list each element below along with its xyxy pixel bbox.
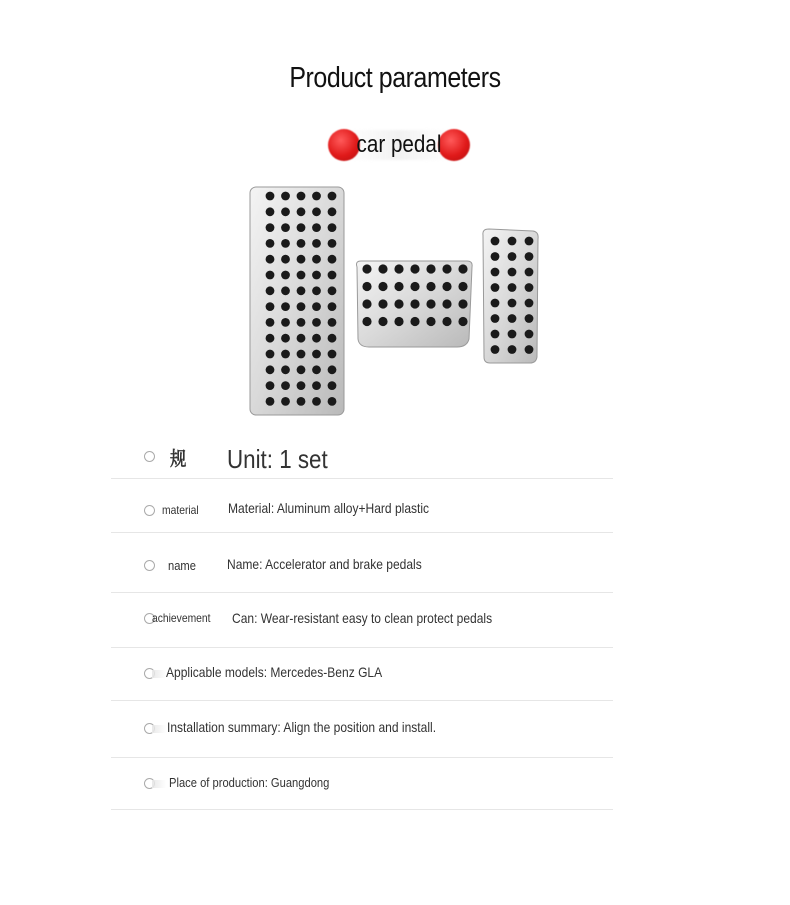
pedal-stud [328, 223, 337, 232]
pedal-stud [266, 207, 275, 216]
pedal-stud [362, 317, 371, 326]
pedal-stud [281, 350, 290, 359]
pedal-stud [328, 271, 337, 280]
param-key: 规 [170, 449, 187, 470]
pedal-stud [378, 264, 387, 273]
param-key: material [162, 503, 199, 517]
pedal-stud [297, 302, 306, 311]
pedal-stud [491, 283, 500, 292]
param-row-name [111, 533, 613, 593]
badge-label: car pedal [356, 131, 442, 158]
pedal-stud [281, 334, 290, 343]
pedal-stud [328, 255, 337, 264]
pedal-stud [266, 192, 275, 201]
pedal-stud [312, 318, 321, 327]
pedal-stud [312, 302, 321, 311]
bullet-icon [144, 560, 155, 571]
pedal-stud [266, 350, 275, 359]
pedal-stud [508, 330, 517, 339]
pedal-stud [426, 317, 435, 326]
pedal-stud [525, 237, 534, 246]
pedal-stud [525, 299, 534, 308]
pedal-stud [297, 318, 306, 327]
parameter-table [111, 432, 613, 810]
pedal-stud [458, 264, 467, 273]
pedal-stud [297, 223, 306, 232]
bullet-icon [144, 668, 155, 679]
pedal-stud [491, 252, 500, 261]
pedal-stud [266, 286, 275, 295]
pedal-stud [508, 299, 517, 308]
param-key: achievement [152, 611, 211, 625]
pedal-stud [491, 345, 500, 354]
pedal-stud [328, 192, 337, 201]
param-row-material [111, 479, 613, 533]
pedal-stud [312, 255, 321, 264]
param-value: Unit: 1 set [227, 444, 328, 474]
pedal-stud [442, 299, 451, 308]
pedal-stud [297, 397, 306, 406]
param-value: Name: Accelerator and brake pedals [227, 556, 422, 572]
pedal-stud [410, 264, 419, 273]
pedal-stud [281, 239, 290, 248]
pedal-stud [525, 252, 534, 261]
pedal-stud [297, 365, 306, 374]
pedal-stud [508, 252, 517, 261]
pedal-stud [281, 381, 290, 390]
product-image [245, 183, 545, 423]
pedal-stud [508, 268, 517, 277]
bullet-icon [144, 723, 155, 734]
pedal-stud [394, 299, 403, 308]
param-row-models [111, 648, 613, 701]
pedal-stud [362, 299, 371, 308]
pedal-stud [312, 397, 321, 406]
category-badge [328, 128, 470, 162]
pedal-stud [312, 286, 321, 295]
pedal-stud [508, 345, 517, 354]
brake-pedal [357, 261, 473, 347]
pedal-stud [266, 397, 275, 406]
pedal-stud [297, 286, 306, 295]
pedal-stud [297, 255, 306, 264]
pedal-stud [491, 314, 500, 323]
pedal-stud [410, 299, 419, 308]
pedal-stud [281, 207, 290, 216]
pedal-stud [491, 330, 500, 339]
pedal-stud [297, 207, 306, 216]
pedal-stud [458, 317, 467, 326]
pedal-stud [328, 239, 337, 248]
page-title: Product parameters [289, 62, 501, 94]
pedal-stud [525, 283, 534, 292]
pedal-stud [525, 314, 534, 323]
param-row-achievement [111, 593, 613, 648]
pedal-stud [266, 255, 275, 264]
pedal-stud [266, 271, 275, 280]
pedal-stud [297, 350, 306, 359]
pedal-stud [328, 318, 337, 327]
pedal-stud [281, 318, 290, 327]
pedal-stud [508, 283, 517, 292]
pedal-stud [297, 381, 306, 390]
param-value: Installation summary: Align the position and install. [167, 719, 437, 735]
pedal-stud [394, 317, 403, 326]
param-key: name [168, 558, 196, 573]
pedal-stud [508, 237, 517, 246]
pedal-stud [442, 282, 451, 291]
pedal-stud [266, 334, 275, 343]
param-row-unit [111, 432, 613, 479]
pedal-stud [297, 334, 306, 343]
pedal-stud [328, 350, 337, 359]
pedal-stud [281, 365, 290, 374]
param-value: Applicable models: Mercedes-Benz GLA [166, 664, 383, 680]
pedal-stud [328, 334, 337, 343]
pedal-stud [266, 302, 275, 311]
pedal-stud [362, 264, 371, 273]
pedal-stud [426, 264, 435, 273]
pedal-stud [328, 397, 337, 406]
pedal-stud [312, 223, 321, 232]
pedal-stud [266, 239, 275, 248]
pedal-stud [281, 302, 290, 311]
accelerator-pedal [250, 187, 344, 415]
pedal-stud [491, 268, 500, 277]
footrest-pedal [483, 229, 538, 363]
pedal-stud [297, 239, 306, 248]
pedal-stud [378, 317, 387, 326]
pedal-stud [362, 282, 371, 291]
pedal-stud [378, 282, 387, 291]
pedal-stud [328, 365, 337, 374]
pedal-stud [410, 317, 419, 326]
pedal-stud [508, 314, 517, 323]
pedal-stud [281, 255, 290, 264]
pedal-stud [426, 282, 435, 291]
pedal-stud [378, 299, 387, 308]
pedal-stud [458, 299, 467, 308]
pedal-stud [394, 282, 403, 291]
pedal-stud [491, 299, 500, 308]
pedal-stud [394, 264, 403, 273]
pedal-stud [266, 381, 275, 390]
pedal-stud [281, 271, 290, 280]
bullet-icon [144, 778, 155, 789]
pedal-stud [410, 282, 419, 291]
pedal-stud [297, 271, 306, 280]
pedal-stud [426, 299, 435, 308]
pedal-stud [328, 286, 337, 295]
pedal-stud [442, 317, 451, 326]
pedal-stud [312, 365, 321, 374]
bullet-icon [144, 505, 155, 516]
pedal-stud [442, 264, 451, 273]
pedal-stud [491, 237, 500, 246]
pedal-stud [281, 397, 290, 406]
pedal-stud [525, 268, 534, 277]
pedal-stud [312, 350, 321, 359]
param-row-installation [111, 701, 613, 758]
param-value: Material: Aluminum alloy+Hard plastic [228, 500, 430, 516]
pedal-stud [266, 318, 275, 327]
pedal-stud [281, 192, 290, 201]
pedal-stud [312, 381, 321, 390]
pedal-stud [328, 207, 337, 216]
bullet-icon [144, 451, 155, 462]
pedal-stud [328, 302, 337, 311]
pedal-stud [312, 192, 321, 201]
pedal-stud [312, 271, 321, 280]
pedal-stud [281, 286, 290, 295]
pedal-stud [281, 223, 290, 232]
pedal-stud [525, 330, 534, 339]
pedal-stud [328, 381, 337, 390]
pedal-stud [266, 223, 275, 232]
pedal-stud [525, 345, 534, 354]
pedal-stud [297, 192, 306, 201]
pedal-stud [458, 282, 467, 291]
pedal-stud [312, 239, 321, 248]
param-row-origin [111, 758, 613, 810]
param-value: Place of production: Guangdong [169, 775, 330, 790]
pedal-stud [266, 365, 275, 374]
pedal-stud [312, 207, 321, 216]
param-value: Can: Wear-resistant easy to clean protect pedals [232, 610, 493, 626]
pedal-stud [312, 334, 321, 343]
